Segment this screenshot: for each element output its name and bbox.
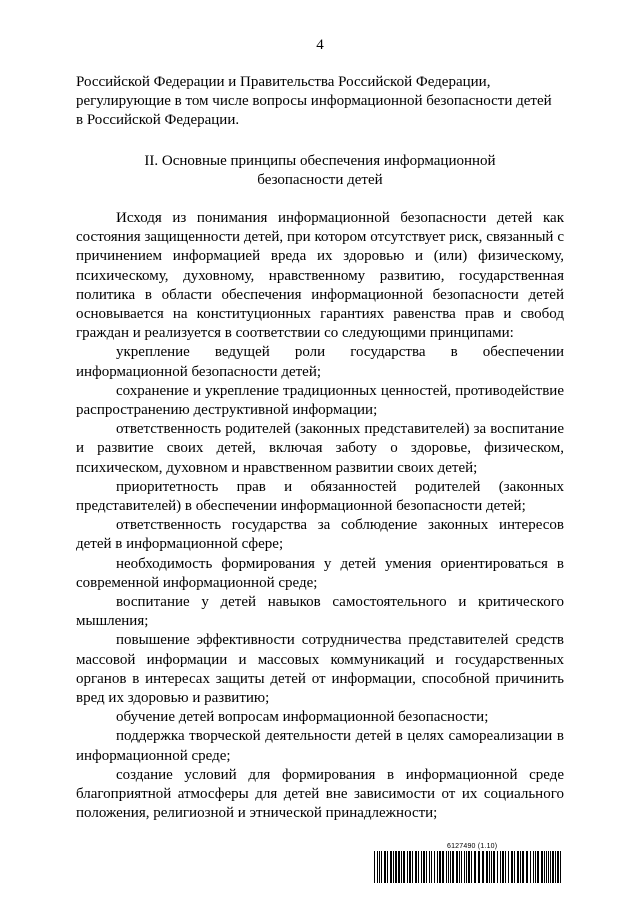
principle-item: необходимость формирования у детей умения ориентироваться в современной информационной среде; — [76, 555, 564, 591]
section-title-line-2: безопасности детей — [257, 172, 383, 189]
intro-line-3: в Российской Федерации. — [76, 112, 240, 129]
principle-item: поддержка творческой деятельности детей в целях самореализации в информационной среде; — [76, 728, 564, 764]
principle-item: приоритетность прав и обязанностей родителей (законных представителей) в обеспечении информационной безопасности детей; — [76, 478, 564, 515]
document-code: 6127490 (1.10) — [447, 843, 498, 850]
intro-line-2: регулирующие в том числе вопросы информационной безопасности детей — [76, 93, 552, 110]
principle-item: повышение эффективности сотрудничества представителей средств массовой информации и массовых коммуникаций и государственных органов в интересах защиты детей от информации, способной причинить вред их здоровью и развитию; — [76, 632, 564, 707]
principle-item: создание условий для формирования в информационной среде благоприятной атмосферы для детей вне зависимости от их социального положения, религиозной и этнической принадлежности; — [76, 766, 564, 822]
principle-item: воспитание у детей навыков самостоятельного и критического мышления; — [76, 594, 564, 630]
principle-item: обучение детей вопросам информационной безопасности; — [116, 709, 489, 726]
section-title — [76, 152, 564, 190]
intro-line-1: Российской Федерации и Правительства Российской Федерации, — [76, 74, 491, 90]
principle-item: ответственность родителей (законных представителей) за воспитание и развитие своих детей, включая заботу о здоровье, физическом, психическом, духовном и нравственном развитии своих детей; — [76, 421, 564, 476]
principle-item: укрепление ведущей роли государства в обеспечении информационной безопасности детей; — [76, 344, 564, 380]
principle-item: сохранение и укрепление традиционных ценностей, противодействие распространению деструктивной информации; — [76, 382, 564, 419]
barcode-icon — [374, 851, 564, 883]
section-title-line-1: II. Основные принципы обеспечения информационной — [144, 153, 496, 169]
body-text — [76, 209, 564, 824]
paragraph-lead: Исходя из понимания информационной безопасности детей как состояния защищенности детей, при котором отсутствует риск, связанный с причинением информацией вреда их здоровью и (или) физическому, психическому, духовному, нравственному развитию, государственная политика в области обеспечения информационной безопасности детей основывается на конституционных гарантиях равенства прав и свобод граждан и реализуется в соответствии со следующими принципами: — [76, 210, 564, 342]
page-number: 4 — [316, 37, 324, 53]
intro-paragraph — [76, 73, 564, 131]
principle-item: ответственность государства за соблюдение законных интересов детей в информационной сфере; — [76, 517, 564, 553]
